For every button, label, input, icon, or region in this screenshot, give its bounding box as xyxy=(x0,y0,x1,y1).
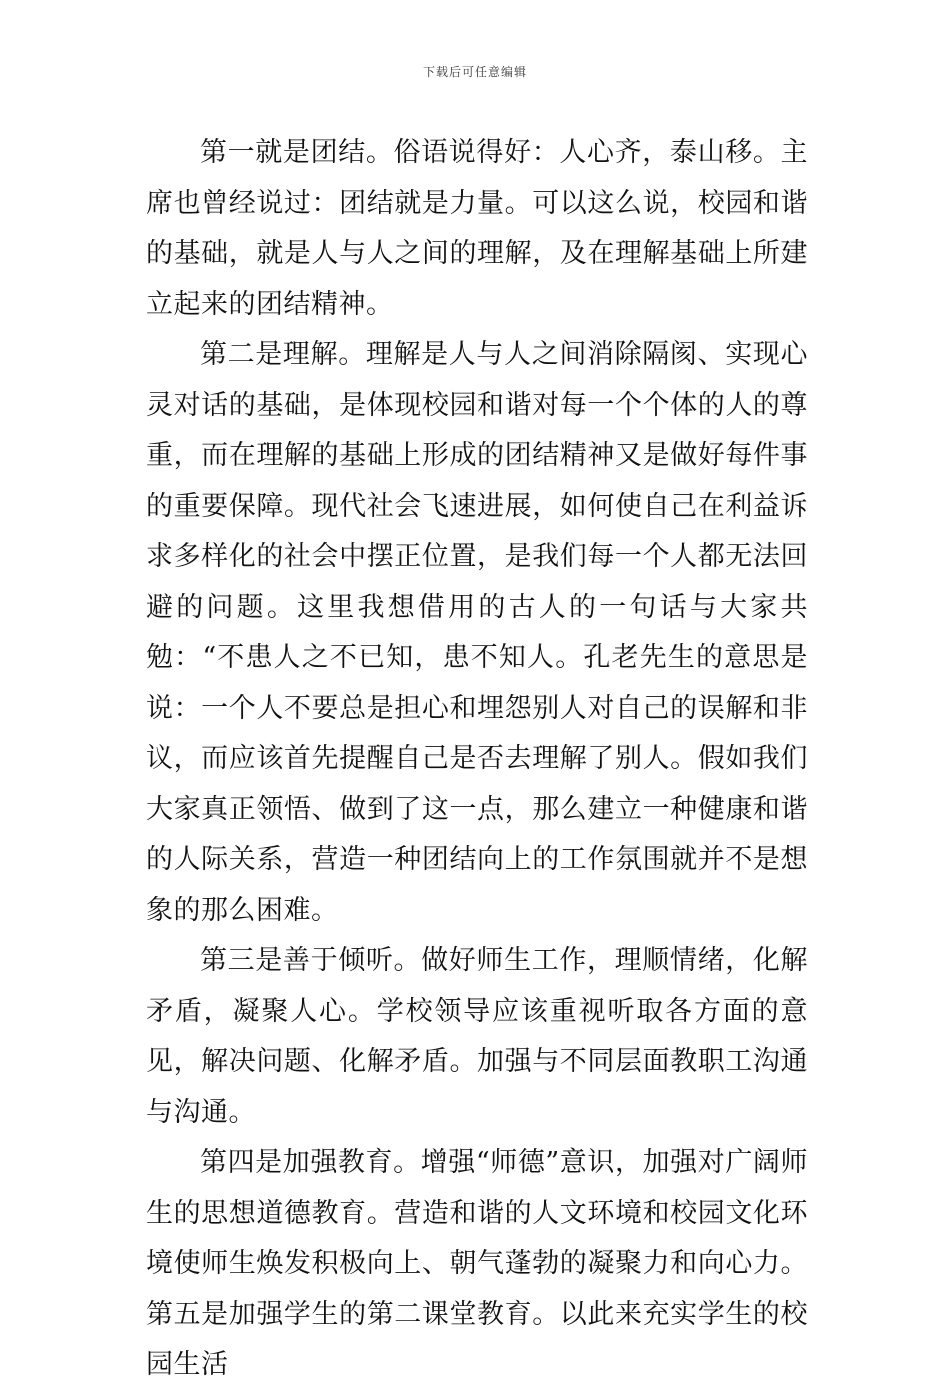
document-body xyxy=(146,128,808,1391)
paragraph-education: 第四是加强教育。增强“师德”意识，加强对广阔师生的思想道德教育。营造和谐的人文环境和校园文化环境使师生焕发积极向上、朝气蓬勃的凝聚力和向心力。第五是加强学生的第二课堂教育。以此来充实学生的校园生活 xyxy=(146,1147,808,1380)
header-note: 下载后可任意编辑 xyxy=(422,65,527,79)
paragraph-listening: 第三是善于倾听。做好师生工作，理顺情绪，化解矛盾，凝聚人心。学校领导应该重视听取各方面的意见，解决问题、化解矛盾。加强与不同层面教职工沟通与沟通。 xyxy=(146,945,808,1128)
paragraph-unity: 第一就是团结。俗语说得好：人心齐，泰山移。主席也曾经说过：团结就是力量。可以这么说，校园和谐的基础，就是人与人之间的理解，及在理解基础上所建立起来的团结精神。 xyxy=(146,137,808,320)
paragraph-understanding: 第二是理解。理解是人与人之间消除隔阂、实现心灵对话的基础，是体现校园和谐对每一个个体的人的尊重，而在理解的基础上形成的团结精神又是做好每件事的重要保障。现代社会飞速进展，如何使自己在利益诉求多样化的社会中摆正位置，是我们每一个人都无法回避的问题。这里我想借用的古人的一句话与大家共勉：“不患人之不已知，患不知人。孔老先生的意思是说：一个人不要总是担心和埋怨别人对自己的误解和非议，而应该首先提醒自己是否去理解了别人。假如我们大家真正领悟、做到了这一点，那么建立一种健康和谐的人际关系，营造一种团结向上的工作氛围就并不是想象的那么困难。 xyxy=(146,339,808,926)
